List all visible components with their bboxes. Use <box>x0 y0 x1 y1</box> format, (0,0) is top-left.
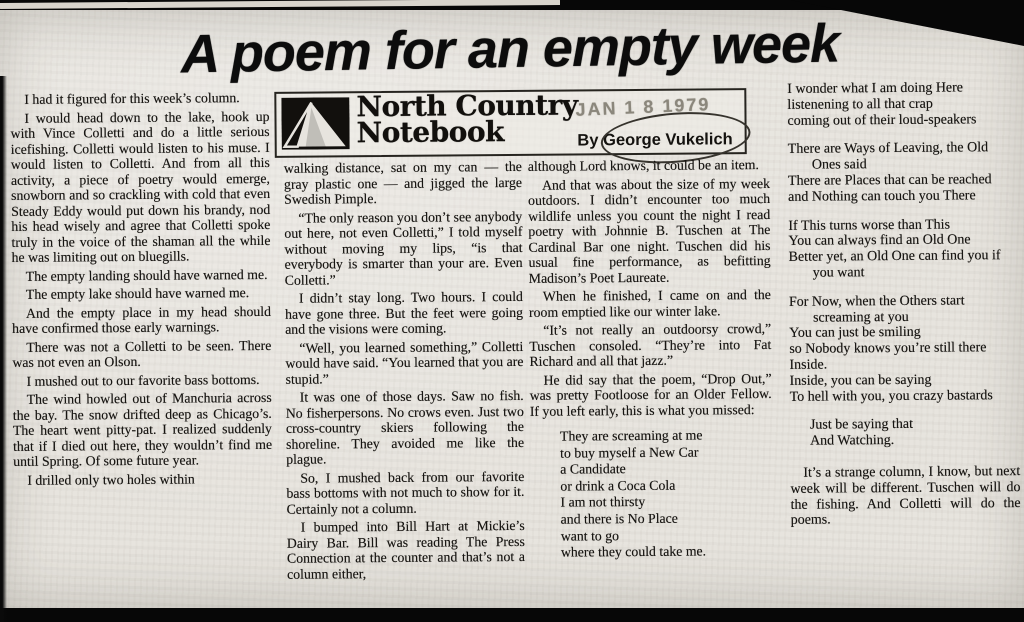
paragraph: When he finished, I came on and the room emptied like our winter lake. <box>528 286 771 320</box>
poem-stanza <box>789 293 1020 405</box>
tent-icon <box>281 97 349 150</box>
poem-excerpt <box>530 427 773 562</box>
paragraph: I bumped into Bill Hart at Mickie’s Dairy Bar. Bill was reading The Press Connection at the counter and that’s not a column either, <box>286 517 526 582</box>
poem-line: to buy myself a New Car <box>560 444 699 461</box>
poem-line: so Nobody knows you’re still there <box>789 340 987 357</box>
poem-stanza <box>788 217 1018 282</box>
column-2 <box>284 159 525 585</box>
paragraph: And the empty place in my head should have confirmed those early warnings. <box>12 303 272 336</box>
masthead <box>274 88 747 158</box>
poem-stanza <box>787 80 1017 129</box>
poem-line: You can just be smiling <box>789 325 921 342</box>
page-content <box>0 6 1024 612</box>
paragraph: I mushed out to our favorite bass bottoms. <box>26 371 260 389</box>
byline: By George Vukelich <box>577 130 733 150</box>
paragraph: He did say that the poem, “Drop Out,” was pretty Footloose for an Older Fellow. If you left early, this is what you missed: <box>529 370 772 419</box>
closing-paragraph: It’s a strange column, I know, but next week will be different. Tuschen will do the fishing. And Colletti will do the poems. <box>790 463 1021 529</box>
torn-paper-sliver <box>0 0 560 9</box>
poem-line: where they could take me. <box>560 543 707 560</box>
date-stamp: JAN 1 8 1979 <box>574 94 711 120</box>
poem-line: If This turns worse than This <box>788 217 951 234</box>
poem-line: There are Places that can be reached <box>787 172 992 189</box>
paragraph: “It’s not really an outdoorsy crowd,” Tuschen consoled. “They’re into Fat Richard and all that jazz.” <box>529 320 772 369</box>
headline: A poem for an empty week <box>180 13 840 85</box>
column-3 <box>528 157 773 562</box>
paragraph: although Lord knows, it could be an item. <box>527 157 759 174</box>
paragraph: “Well, you learned something,” Colletti would have said. “You learned that you are stupid.” <box>285 338 524 387</box>
poem-stanza <box>788 140 1018 205</box>
poem-line: They are screaming at me <box>559 427 703 444</box>
column-1 <box>10 90 272 491</box>
scan-edge-shadow <box>0 76 7 622</box>
masthead-title-line2: Notebook <box>356 115 505 150</box>
poem-line: And Watching. <box>809 433 895 449</box>
poem-line: coming out of their loud-speakers <box>787 111 977 129</box>
poem-line: To hell with you, you crazy bastards <box>789 387 993 405</box>
paragraph: I drilled only two holes within <box>27 470 195 488</box>
poem-line: Better yet, an Old One can find you if you want <box>788 248 1001 281</box>
poem-line: You can always find an Old One <box>788 232 971 250</box>
masthead-title <box>356 88 578 150</box>
paragraph: It was one of those days. Saw no fish. No fisherpersons. No crows even. Just two cross-country skiers following the shoreline. They avoided me like the plague. <box>285 387 525 467</box>
poem-line: a Candidate <box>560 461 626 477</box>
poem-line: Inside, you can be saying <box>789 372 932 389</box>
paragraph: I had it figured for this week’s column. <box>24 90 240 107</box>
poem-line: There are Ways of Leaving, the Old Ones said <box>787 140 989 173</box>
paragraph: I would head down to the lake, hook up with Vince Colletti and do a little serious icefishing. Colletti would listen to his muse. I would listen to Colletti. And from all this activity, a piece of poetry would emerge, snowborn and so crackling with cold that even Steady Eddy would put down his brandy, nod his head wisely and agree that Colletti spoke truly in the voice of the shaman all the while he was limiting out on bluegills. <box>10 108 271 265</box>
masthead-title-line1: North Country <box>356 88 578 124</box>
paragraph: The wind howled out of Manchuria across the bay. The snow drifted deep as Chicago’s. The heart went pitty-pat. I realized suddenly that if I died out here, they wouldn’t find me until Spring. Of some future year. <box>12 389 273 469</box>
paragraph: I didn’t stay long. Two hours. I could have gone three. But the feet were going and the visions were coming. <box>284 288 524 337</box>
poem-line: For Now, when the Others start screaming at you <box>788 293 965 326</box>
paragraph: So, I mushed back from our favorite bass bottoms with not much to show for it. Certainly not a column. <box>286 468 525 517</box>
paragraph: The empty landing should have warned me. <box>25 266 268 284</box>
poem-line: want to go <box>560 527 620 544</box>
poem-line: and there is No Place <box>560 510 678 527</box>
paragraph: There was not a Colletti to be seen. There was not even an Olson. <box>12 337 272 370</box>
paragraph: walking distance, sat on my can — the gray plastic one — and jigged the large Swedish Pimple. <box>283 158 523 207</box>
poem-line: or drink a Coca Cola <box>560 477 676 494</box>
paragraph: The empty lake should have warned me. <box>25 285 250 302</box>
paragraph: “The only reason you don’t see anybody out here, not even Colletti,” I told myself without moving my lips, “is that everybody is smarter than your are. Even Colletti.” <box>284 208 523 288</box>
newspaper-page <box>0 10 1024 608</box>
poem-line: and Nothing can touch you There <box>788 188 976 205</box>
poem-line: listenening to all that crap <box>787 96 933 113</box>
poem-line: Just be saying that <box>809 417 914 434</box>
column-4 <box>787 80 1021 532</box>
poem-stanza <box>800 416 1020 449</box>
poem-line: I wonder what I am doing Here <box>787 80 964 97</box>
paragraph: And that was about the size of my week outdoors. I didn’t encounter too much wildlife unless you count the night I read poetry with Johnnie B. Tuschen at The Cardinal Bar one night. Tuschen did his usual fine performance, as befitting Madison’s Poet Laureate. <box>528 175 771 286</box>
poem-line: Inside. <box>789 357 828 373</box>
poem-line: I am not thirsty <box>560 494 646 510</box>
